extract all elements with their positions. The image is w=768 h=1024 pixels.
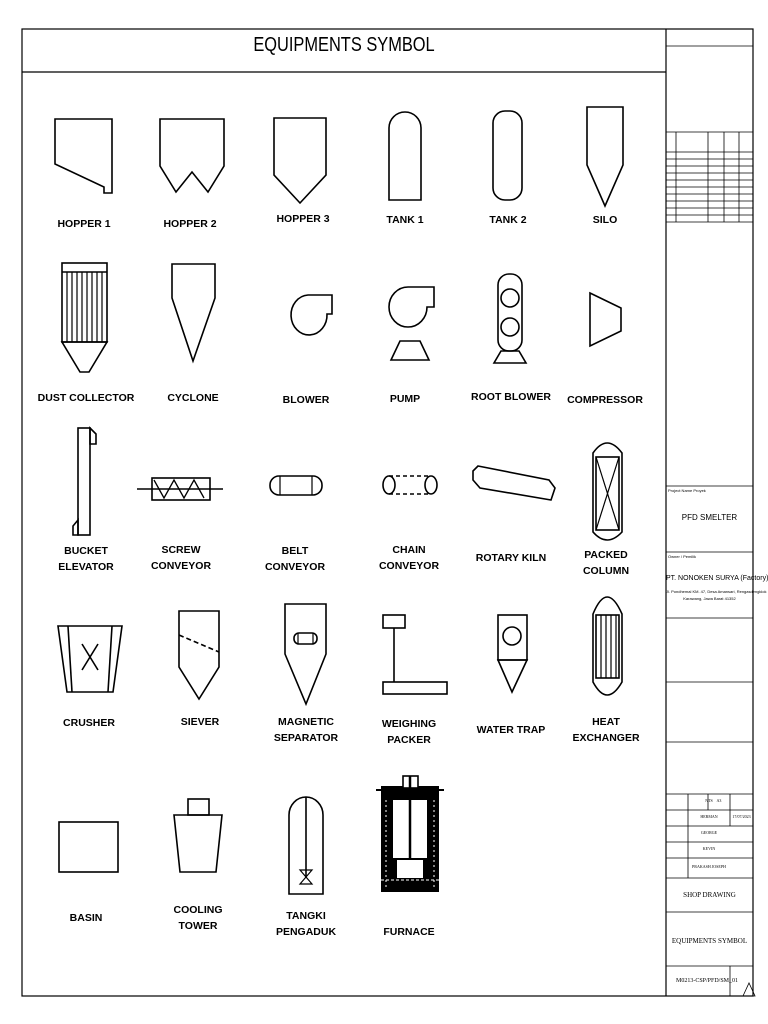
symbol-label: CRUSHER [63,717,115,729]
sheet-status: SHOP DRAWING [683,891,736,899]
drawing-title: EQUIPMENTS SYMBOL [671,937,748,945]
hopper-3-symbol [274,118,326,203]
drawing-number: M0213-CSP/PFD/SM_01 [676,978,739,984]
symbol-label: HEAT EXCHANGER [572,716,640,744]
symbol-label: TANGKI PENGADUK [275,910,337,938]
water-trap-symbol [498,615,527,692]
pump-symbol [389,287,434,360]
owner-field-label: Owner / Pemilik [668,554,697,559]
size-value: A3 [716,798,722,803]
symbol-label: BLOWER [282,394,330,406]
approved-by-value-2: PRAKASH JOSEPH [692,864,726,869]
basin-symbol [59,822,118,872]
project-field-label: Project Name Proyek [668,488,706,493]
hopper-2-symbol [160,119,224,192]
blower-symbol [291,295,332,335]
cooling-tower-symbol [174,799,222,872]
crusher-symbol [58,626,122,692]
hopper-1-symbol [55,119,112,193]
dust-collector-symbol [62,263,107,372]
siever-symbol [179,611,219,699]
root-blower-symbol [494,274,526,363]
symbol-label: HOPPER 1 [57,218,111,230]
symbol-label: SIEVER [180,716,220,728]
owner-address-line-2: Karawang, Jawa Barat 41352 [683,596,736,601]
tank-2-symbol [493,111,522,200]
drawn-by-value: HERMAN [700,814,718,819]
bucket-elevator-symbol [73,428,96,535]
rotary-kiln-symbol [473,466,555,500]
cyclone-symbol [172,264,215,361]
symbol-label: HOPPER 2 [163,218,217,230]
symbol-label: BELT CONVEYOR [264,545,326,573]
symbol-label: CHAIN CONVEYOR [378,544,440,572]
symbol-label: PACKED COLUMN [582,549,630,577]
date-value: 17/07/2023 [732,814,751,819]
checked-by-value: GEORGE [700,830,718,835]
symbol-label: COOLING TOWER [173,904,223,932]
furnace-symbol [376,776,444,892]
screw-conveyor-symbol [137,478,223,500]
magnetic-separator-symbol [285,604,326,704]
symbol-label: WEIGHING PACKER [381,718,437,746]
symbol-label: MAGNETIC SEPARATOR [273,716,339,744]
symbol-label: CYCLONE [167,392,219,404]
symbol-label: TANK 2 [489,214,527,226]
compressor-symbol [590,293,621,346]
symbol-label: BASIN [69,912,103,924]
chain-conveyor-symbol [383,476,437,494]
heat-exchanger-symbol [593,597,622,695]
weighing-packer-symbol [383,615,447,694]
symbol-label: WATER TRAP [476,724,546,736]
belt-conveyor-symbol [270,476,322,495]
symbol-label: PUMP [389,393,421,405]
tank-1-symbol [389,112,421,200]
tangki-pengaduk-symbol [289,797,323,894]
approved-by-value: KEVIN [702,846,716,851]
page-title: EQUIPMENTS SYMBOL [253,34,435,56]
symbol-label: SCREW CONVEYOR [150,544,212,572]
symbol-label: TANK 1 [386,214,424,226]
silo-symbol [587,107,623,206]
project-name: PFD SMELTER [681,513,738,522]
symbol-label: SILO [592,214,618,226]
symbol-label: DUST COLLECTOR [37,392,135,404]
owner-name: PT. NONOKEN SURYA (Factory) [666,575,768,582]
owner-address-line-1: Jl. Pondhemal KM. 47, Desa Amansari, Rengasdengklok [666,589,767,594]
symbol-label: FURNACE [383,926,435,938]
symbol-label: BUCKET ELEVATOR [58,545,114,573]
packed-column-symbol [593,443,622,540]
symbol-label: HOPPER 3 [276,213,330,225]
scale-value: NTS [705,798,713,803]
symbol-label: COMPRESSOR [567,394,643,406]
symbol-label: ROTARY KILN [475,552,547,564]
symbol-label: ROOT BLOWER [471,391,551,403]
